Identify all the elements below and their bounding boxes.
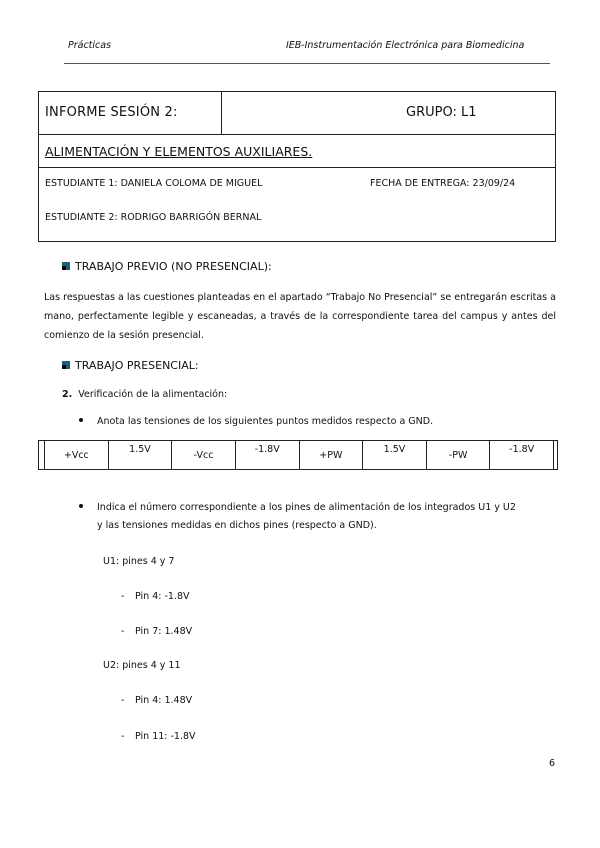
u1-pin-item xyxy=(121,591,190,602)
section-presential-work xyxy=(62,359,199,372)
dash-marker: - xyxy=(121,695,125,706)
voltage-value-cell: 1.5V xyxy=(109,441,173,469)
voltage-value-cell: 1.5V xyxy=(363,441,427,469)
voltage-value-cell: -1.8V xyxy=(509,444,535,455)
bullet-dot-icon xyxy=(79,504,83,508)
bullet-dot-icon xyxy=(79,418,83,422)
report-title: INFORME SESIÓN 2: xyxy=(45,105,178,120)
square-bullet-icon xyxy=(62,262,70,270)
student-2: ESTUDIANTE 2: RODRIGO BARRIGÓN BERNAL xyxy=(45,212,262,223)
bullet-pins-line1: Indica el número correspondiente a los pines de alimentación de los integrados U1 y U2 xyxy=(97,502,516,513)
u1-pin-text: Pin 7: 1.48V xyxy=(135,626,193,637)
u1-pin-text: Pin 4: -1.8V xyxy=(135,591,190,602)
header-right: IEB-Instrumentación Electrónica para Biomedicina xyxy=(286,40,525,51)
step-number: 2. xyxy=(62,389,73,400)
voltage-label-cell: +PW xyxy=(300,441,364,469)
info-title-row xyxy=(39,92,555,135)
page-number: 6 xyxy=(549,758,556,769)
u2-pin-item xyxy=(121,695,192,706)
bullet-voltages-text: Anota las tensiones de los siguientes puntos medidos respecto a GND. xyxy=(97,416,434,427)
u2-pin-text: Pin 4: 1.48V xyxy=(135,695,193,706)
info-table xyxy=(38,91,556,242)
student-1: ESTUDIANTE 1: DANIELA COLOMA DE MIGUEL xyxy=(45,178,263,189)
voltage-label-cell: -PW xyxy=(427,441,491,469)
info-subtitle-row xyxy=(39,135,555,168)
info-students-row xyxy=(39,168,555,241)
u2-title: U2: pines 4 y 11 xyxy=(103,660,181,671)
bullet-voltages xyxy=(79,416,433,427)
u2-pin-text: Pin 11: -1.8V xyxy=(135,731,196,742)
dash-marker: - xyxy=(121,731,125,742)
section-previous-work xyxy=(62,260,272,273)
header-divider xyxy=(64,63,550,64)
voltage-table xyxy=(38,440,558,470)
u2-pin-item xyxy=(121,731,196,742)
group-label: GRUPO: L1 xyxy=(406,105,477,120)
bullet-pins xyxy=(79,502,516,513)
dash-marker: - xyxy=(121,591,125,602)
header-left: Prácticas xyxy=(68,40,112,51)
step-text: Verificación de la alimentación: xyxy=(78,389,228,400)
section-presential-title: TRABAJO PRESENCIAL: xyxy=(75,359,199,372)
step-2 xyxy=(62,389,227,400)
square-bullet-icon xyxy=(62,361,70,369)
voltage-label-cell: -Vcc xyxy=(172,441,236,469)
u1-title: U1: pines 4 y 7 xyxy=(103,556,175,567)
u1-pin-item xyxy=(121,626,192,637)
info-title-divider xyxy=(221,92,222,135)
section-previous-title: TRABAJO PREVIO (NO PRESENCIAL): xyxy=(75,260,272,273)
delivery-date: FECHA DE ENTREGA: 23/09/24 xyxy=(370,178,516,189)
previous-work-paragraph: Las respuestas a las cuestiones planteadas en el apartado “Trabajo No Presencial” se entregarán escritas a mano, perfectamente legible y escaneadas, a través de la correspondiente tarea del campus y antes del comienzo de la sesión presencial. xyxy=(44,292,556,341)
dash-marker: - xyxy=(121,626,125,637)
voltage-value-cell: -1.8V xyxy=(236,441,300,469)
report-subtitle: ALIMENTACIÓN Y ELEMENTOS AUXILIARES. xyxy=(45,144,313,159)
bullet-pins-line2: y las tensiones medidas en dichos pines (respecto a GND). xyxy=(97,520,377,531)
voltage-label-cell: +Vcc xyxy=(45,441,109,469)
